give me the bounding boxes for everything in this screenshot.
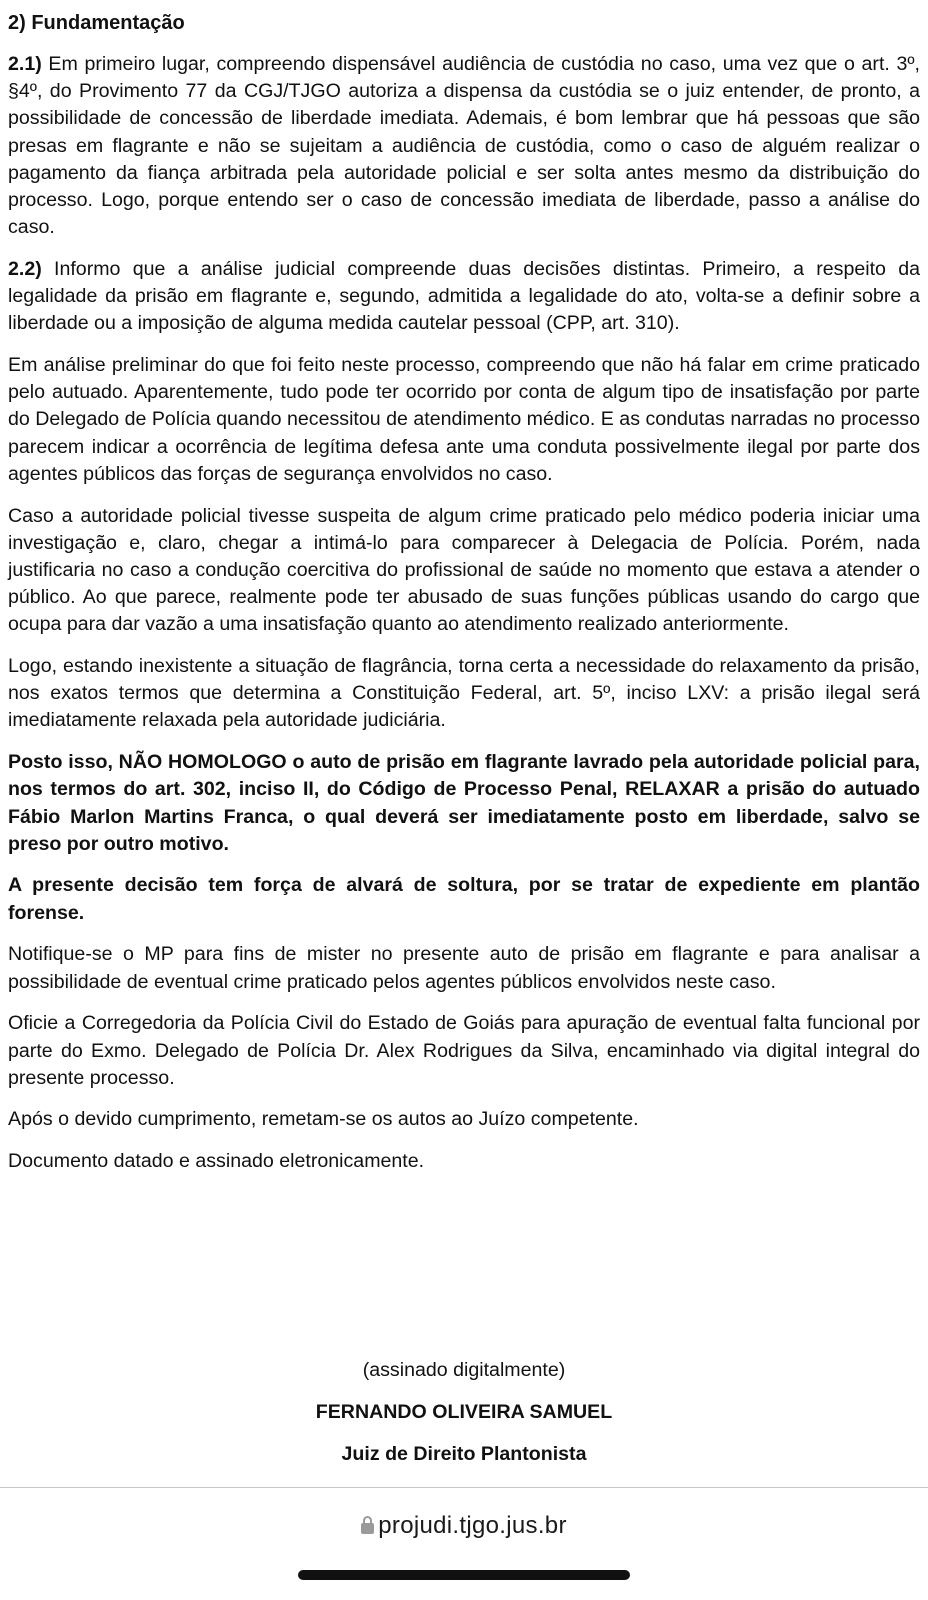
address-bar[interactable] [0,1512,928,1540]
paragraph-number: 2.1) [8,53,42,75]
paragraph-text: Informo que a análise judicial compreende duas decisões distintas. Primeiro, a respeito da legalidade da prisão em flagrante e, segundo, admitida a legalidade do ato, volta-se a definir sobre a liberdade ou a imposição de alguma medida cautelar pessoal (CPP, art. 310). [8,257,920,335]
paragraph-number: 2.2) [8,257,42,280]
url-text: projudi.tjgo.jus.br [378,1512,567,1539]
paragraph-2-2 [8,256,920,338]
home-indicator[interactable] [298,1570,630,1580]
paragraph-police-suspicion: Caso a autoridade policial tivesse suspeita de algum crime praticado pelo médico poderia iniciar uma investigação e, claro, chegar a intimá-lo para comparecer à Delegacia de Polícia. Porém, nada justificaria no caso a condução coercitiva do profissional de saúde no momento que estava a atender o público. Ao que parece, realmente pode ter abusado de suas funções públicas usando do cargo que ocupa para dar vazão a uma insatisfação quanto ao atendimento realizado anteriormente. [8,504,920,636]
paragraph-remit: Após o devido cumprimento, remetam-se os autos ao Juízo competente. [8,1108,639,1131]
paragraph-text: Em primeiro lugar, compreendo dispensável audiência de custódia no caso, uma vez que o art. 3º, §4º, do Provimento 77 da CGJ/TJGO autoriza a dispensa da custódia se o juiz entender, de pronto, a possibilidade de concessão de liberdade imediata. Ademais, é bom lembrar que há pessoas que são presas em flagrante e não se sujeitam a audiência de custódia, como o caso de alguém realizar o pagamento da fiança arbitrada pela autoridade policial e ser solta antes mesmo da distribuição do processo. Logo, porque entendo ser o caso de concessão imediata de liberdade, passo a análise do caso. [8,53,920,239]
signature-role: Juiz de Direito Plantonista [341,1443,587,1465]
signature-name: FERNANDO OLIVEIRA SAMUEL [315,1401,613,1423]
paragraph-preliminary-analysis: Em análise preliminar do que foi feito neste processo, compreendo que não há falar em crime praticado pelo autuado. Aparentemente, tudo pode ter ocorrido por conta de algum tipo de insatisfação por parte do Delegado de Polícia quando necessitou de atendimento médico. E as condutas narradas no processo parecem indicar a ocorrência de legítima defesa ante uma conduta possivelmente ilegal por parte dos agentes públicos das forças de segurança envolvidos no caso. [8,354,920,485]
paragraph-notify-mp: Notifique-se o MP para fins de mister no presente auto de prisão em flagrante e para analisar a possibilidade de eventual crime praticado pelos agentes públicos envolvidos neste caso. [8,943,920,993]
document-body [8,10,920,1190]
lock-icon [361,1516,374,1534]
paragraph-corregedoria: Oficie a Corregedoria da Polícia Civil do Estado de Goiás para apuração de eventual falta funcional por parte do Exmo. Delegado de Polícia Dr. Alex Rodrigues da Silva, encaminhado via digital integral do presente processo. [8,1012,920,1089]
paragraph-release-order: A presente decisão tem força de alvará de soltura, por se tratar de expediente em plantão forense. [8,874,920,924]
paragraph-2-1 [8,51,920,241]
paragraph-signed-note: Documento datado e assinado eletronicamente. [8,1150,425,1173]
section-heading: 2) Fundamentação [8,12,185,34]
toolbar-divider [0,1487,928,1488]
paragraph-ruling: Posto isso, NÃO HOMOLOGO o auto de prisão em flagrante lavrado pela autoridade policial para, nos termos do art. 302, inciso II, do Código de Processo Penal, RELAXAR a prisão do autuado Fábio Marlon Martins Franca, o qual deverá ser imediatamente posto em liberdade, salvo se preso por outro motivo. [8,751,920,855]
signature-note: (assinado digitalmente) [362,1359,566,1381]
paragraph-relaxation: Logo, estando inexistente a situação de flagrância, torna certa a necessidade do relaxamento da prisão, nos exatos termos que determina a Constituição Federal, art. 5º, inciso LXV: a prisão ilegal será imediatamente relaxada pela autoridade judiciária. [8,655,920,732]
